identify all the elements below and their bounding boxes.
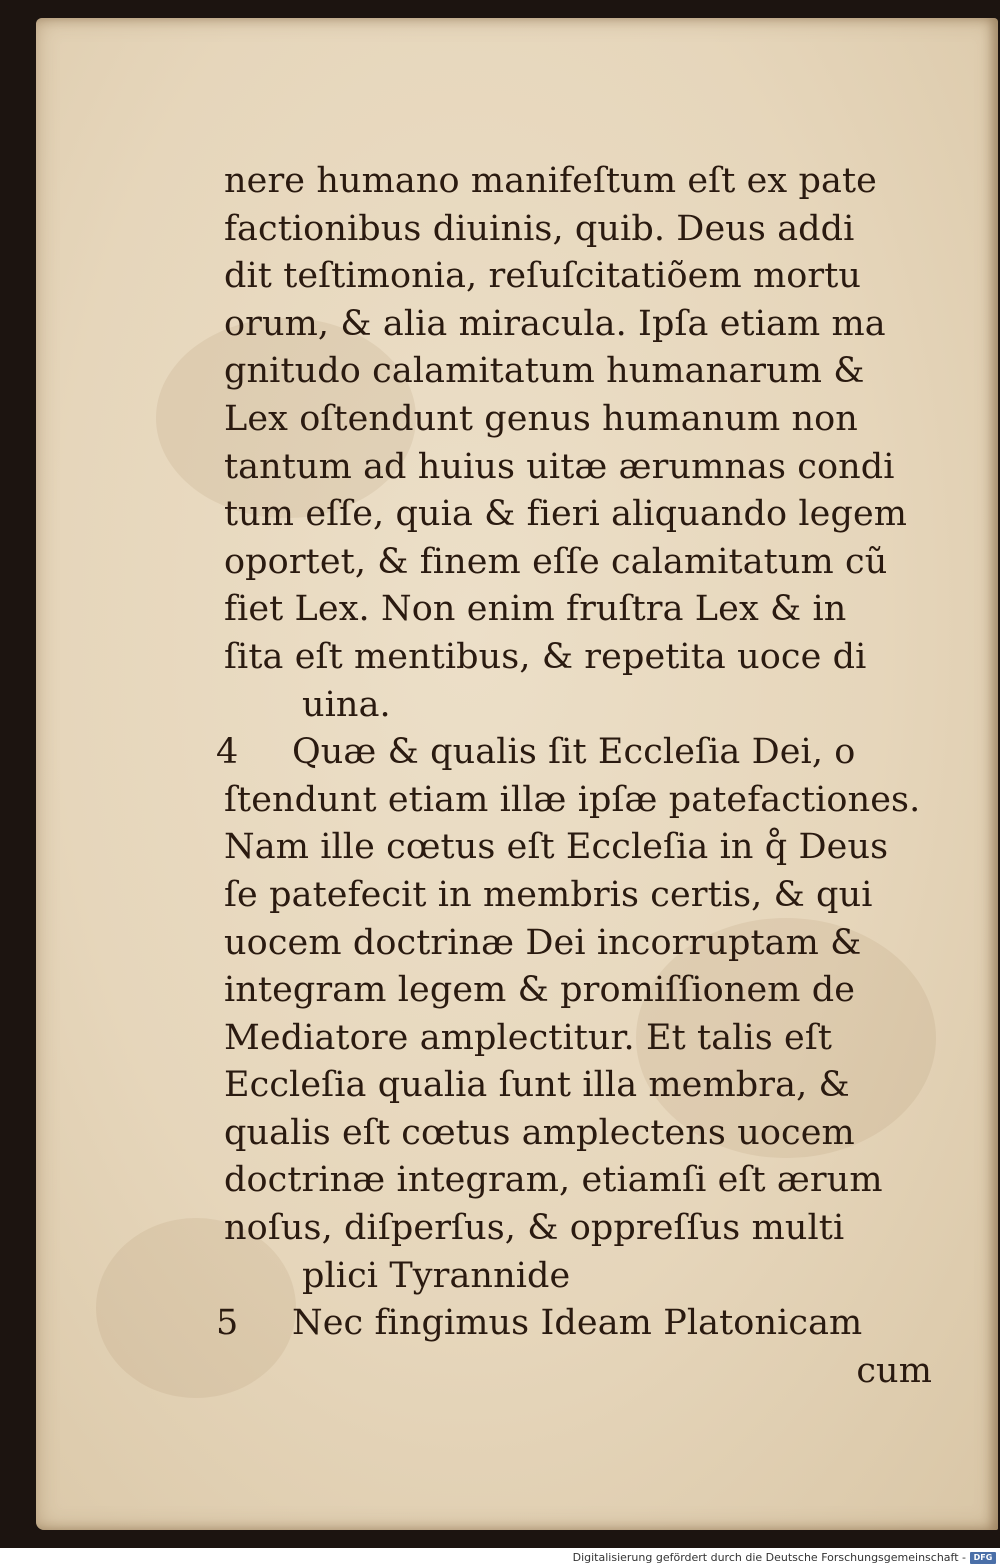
text-line: Nec fingimus Ideam Platonicam <box>292 1303 863 1344</box>
section-5-first-line <box>216 1300 944 1348</box>
text-line: tantum ad huius uitæ ærumnas condi <box>224 446 895 487</box>
text-line: uina. <box>302 684 391 725</box>
text-line: fiet Lex. Non enim fruſtra Lex & in <box>224 589 847 630</box>
text-line: orum, & alia miracula. Ipſa etiam ma <box>224 303 886 344</box>
text-line: Eccleſia qualia ſunt illa membra, & <box>224 1065 850 1106</box>
text-line: Quæ & qualis ſit Eccleſia Dei, o <box>292 732 856 773</box>
page-text <box>216 158 944 1395</box>
text-line: oportet, & finem eſſe calamitatum cũ <box>224 541 888 582</box>
text-line: uocem doctrinæ Dei incorruptam & <box>224 922 862 963</box>
text-line: noſus, diſperſus, & oppreſſus multi <box>224 1208 845 1249</box>
text-line: plici Tyrannide <box>302 1255 571 1296</box>
text-line: ſe patefecit in membris certis, & qui <box>224 874 873 915</box>
funding-footer <box>0 1548 1000 1568</box>
catchword: cum <box>856 1350 932 1391</box>
footer-text: Digitalisierung gefördert durch die Deutsche Forschungsgemeinschaft - <box>572 1551 966 1564</box>
text-line: nere humano manifeſtum eſt ex pate <box>224 161 877 201</box>
section-number: 4 <box>216 732 239 773</box>
text-line: tum eſſe, quia & fieri aliquando legem <box>224 494 908 535</box>
text-line: ſtendunt etiam illæ ipſæ patefactiones. <box>224 779 921 820</box>
section-4-first-line <box>216 729 944 777</box>
text-line: Lex oſtendunt genus humanum non <box>224 398 858 439</box>
text-line: dit teſtimonia, reſuſcitatiõem mortu <box>224 256 862 297</box>
dfg-logo-icon: DFG <box>970 1552 996 1564</box>
text-line: integram legem & promiſſionem de <box>224 970 856 1011</box>
section-number: 5 <box>216 1303 239 1344</box>
text-line: Mediatore amplectitur. Et talis eſt <box>224 1017 833 1058</box>
text-line: doctrinæ integram, etiamſi eſt ærum <box>224 1160 883 1201</box>
text-line: qualis eſt cœtus amplectens uocem <box>224 1112 855 1153</box>
text-line: gnitudo calamitatum humanarum & <box>224 351 865 392</box>
text-line: factionibus diuinis, quib. Deus addi <box>224 208 855 249</box>
text-line: ſita eſt mentibus, & repetita uoce di <box>224 636 867 677</box>
text-line: Nam ille cœtus eſt Eccleſia in q̊ Deus <box>224 827 889 868</box>
